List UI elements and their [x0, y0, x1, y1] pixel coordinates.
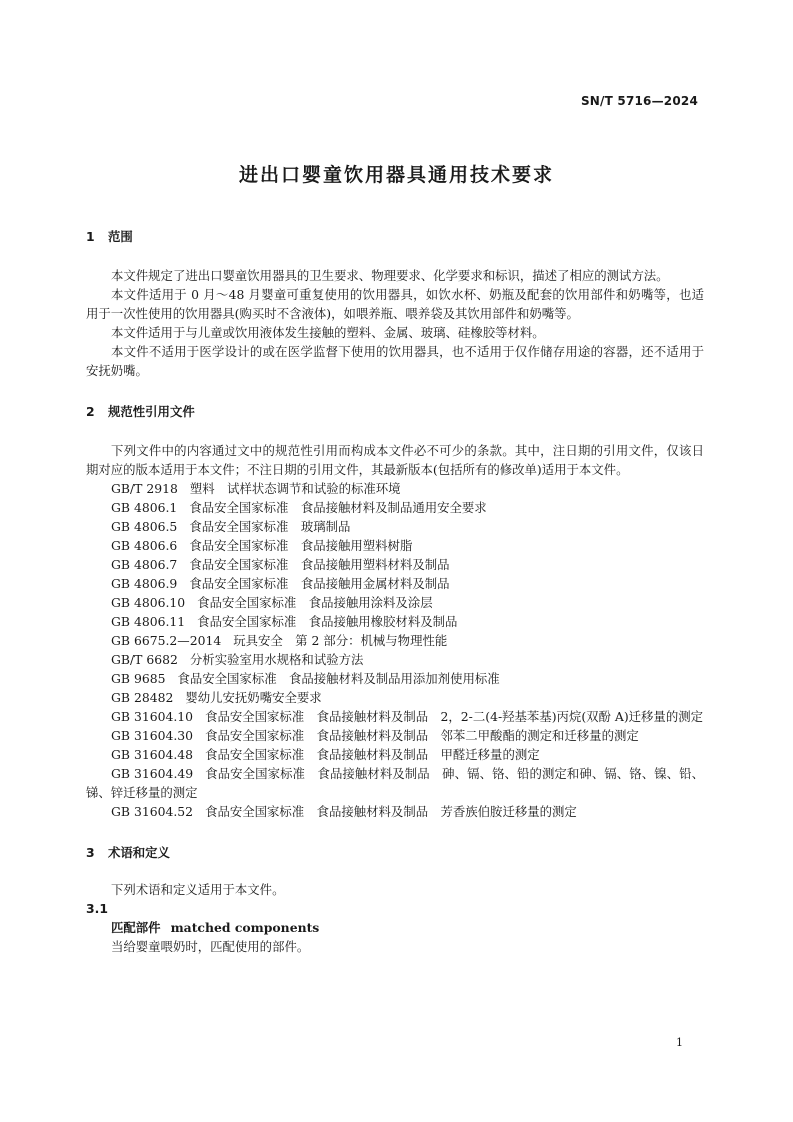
reference-code: GB/T 6682 — [111, 652, 178, 667]
reference-code: GB 28482 — [111, 690, 174, 705]
document-body — [86, 224, 704, 956]
reference-item — [86, 707, 704, 726]
paragraph: 本文件适用于与儿童或饮用液体发生接触的塑料、金属、玻璃、硅橡胶等材料。 — [111, 325, 545, 340]
document-title: 进出口婴童饮用器具通用技术要求 — [238, 164, 554, 186]
reference-item — [86, 650, 704, 669]
section-number: 3 — [86, 845, 95, 860]
section-title: 规范性引用文件 — [108, 404, 195, 419]
term-en: matched components — [170, 920, 320, 935]
paragraph: 下列术语和定义适用于本文件。 — [111, 882, 285, 897]
reference-item — [86, 612, 704, 631]
reference-title: 食品安全国家标准 食品接触材料及制品 砷、镉、铬、铅的测定和砷、镉、铬、镍、铅、锑、锌迁移量的测定 — [86, 766, 704, 800]
paragraph: 本文件适用于 0 月～48 月婴童可重复使用的饮用器具，如饮水杯、奶瓶及配套的饮用部件和奶嘴等，也适用于一次性使用的饮用器具(购买时不含液体)，如喂养瓶、喂养袋及其饮用部件和奶嘴等。 — [86, 287, 704, 321]
reference-title: 食品安全国家标准 食品接触用涂料及涂层 — [197, 595, 433, 610]
reference-title: 婴幼儿安抚奶嘴安全要求 — [185, 690, 322, 705]
reference-code: GB 31604.49 — [111, 766, 194, 781]
term-zh: 匹配部件 — [111, 920, 161, 935]
reference-item — [86, 688, 704, 707]
reference-code: GB/T 2918 — [111, 481, 178, 496]
paragraph: 本文件规定了进出口婴童饮用器具的卫生要求、物理要求、化学要求和标识，描述了相应的测试方法。 — [111, 268, 669, 283]
reference-item — [86, 593, 704, 612]
reference-title: 食品安全国家标准 食品接触用金属材料及制品 — [189, 576, 450, 591]
section-title: 范围 — [108, 229, 133, 244]
reference-item — [86, 498, 704, 517]
reference-code: GB 6675.2—2014 — [111, 633, 222, 648]
reference-title: 食品安全国家标准 食品接触材料及制品 甲醛迁移量的测定 — [205, 747, 540, 762]
reference-item — [86, 574, 704, 593]
reference-code: GB 9685 — [111, 671, 166, 686]
reference-code: GB 4806.1 — [111, 500, 178, 515]
reference-title: 食品安全国家标准 食品接触材料及制品 2，2-二(4-羟基苯基)丙烷(双酚 A)迁移量的测定 — [205, 709, 703, 724]
reference-title: 食品安全国家标准 食品接触材料及制品 芳香族伯胺迁移量的测定 — [205, 804, 577, 819]
section-1-heading — [86, 227, 704, 246]
reference-item — [86, 631, 704, 650]
reference-title: 食品安全国家标准 食品接触材料及制品通用安全要求 — [189, 500, 487, 515]
reference-title: 食品安全国家标准 食品接触用塑料材料及制品 — [189, 557, 450, 572]
reference-item — [86, 802, 704, 821]
reference-title: 食品安全国家标准 食品接触用橡胶材料及制品 — [197, 614, 458, 629]
section-title: 术语和定义 — [108, 845, 170, 860]
reference-item — [86, 764, 704, 802]
section-number: 1 — [86, 229, 95, 244]
reference-item — [86, 555, 704, 574]
reference-code: GB 4806.11 — [111, 614, 186, 629]
reference-code: GB 4806.7 — [111, 557, 178, 572]
standard-number: SN/T 5716—2024 — [580, 94, 698, 108]
page-number: 1 — [676, 1036, 683, 1049]
reference-code: GB 4806.9 — [111, 576, 178, 591]
section-3-heading — [86, 843, 704, 862]
reference-title: 分析实验室用水规格和试验方法 — [189, 652, 364, 667]
reference-item — [86, 517, 704, 536]
reference-title: 食品安全国家标准 食品接触用塑料树脂 — [189, 538, 413, 553]
reference-title: 食品安全国家标准 食品接触材料及制品用添加剂使用标准 — [177, 671, 500, 686]
term-number: 3.1 — [86, 901, 108, 916]
reference-code: GB 31604.48 — [111, 747, 194, 762]
reference-item — [86, 745, 704, 764]
reference-item — [86, 479, 704, 498]
reference-title: 塑料 试样状态调节和试验的标准环境 — [189, 481, 401, 496]
reference-code: GB 4806.5 — [111, 519, 178, 534]
reference-title: 玩具安全 第 2 部分：机械与物理性能 — [233, 633, 448, 648]
paragraph: 本文件不适用于医学设计的或在医学监督下使用的饮用器具，也不适用于仅作储存用途的容器，还不适用于安抚奶嘴。 — [86, 344, 704, 378]
reference-code: GB 31604.10 — [111, 709, 194, 724]
reference-title: 食品安全国家标准 玻璃制品 — [189, 519, 351, 534]
paragraph: 下列文件中的内容通过文中的规范性引用而构成本文件必不可少的条款。其中，注日期的引用文件，仅该日期对应的版本适用于本文件；不注日期的引用文件，其最新版本(包括所有的修改单)适用于本文件。 — [86, 443, 704, 477]
section-number: 2 — [86, 404, 95, 419]
reference-list — [86, 479, 704, 821]
reference-code: GB 31604.52 — [111, 804, 194, 819]
reference-title: 食品安全国家标准 食品接触材料及制品 邻苯二甲酸酯的测定和迁移量的测定 — [205, 728, 639, 743]
reference-item — [86, 726, 704, 745]
term-definition: 当给婴童喂奶时，匹配使用的部件。 — [111, 939, 310, 954]
reference-item — [86, 536, 704, 555]
section-2-heading — [86, 402, 704, 421]
reference-code: GB 4806.6 — [111, 538, 178, 553]
term-entry — [111, 918, 704, 937]
reference-code: GB 31604.30 — [111, 728, 194, 743]
reference-code: GB 4806.10 — [111, 595, 186, 610]
reference-item — [86, 669, 704, 688]
